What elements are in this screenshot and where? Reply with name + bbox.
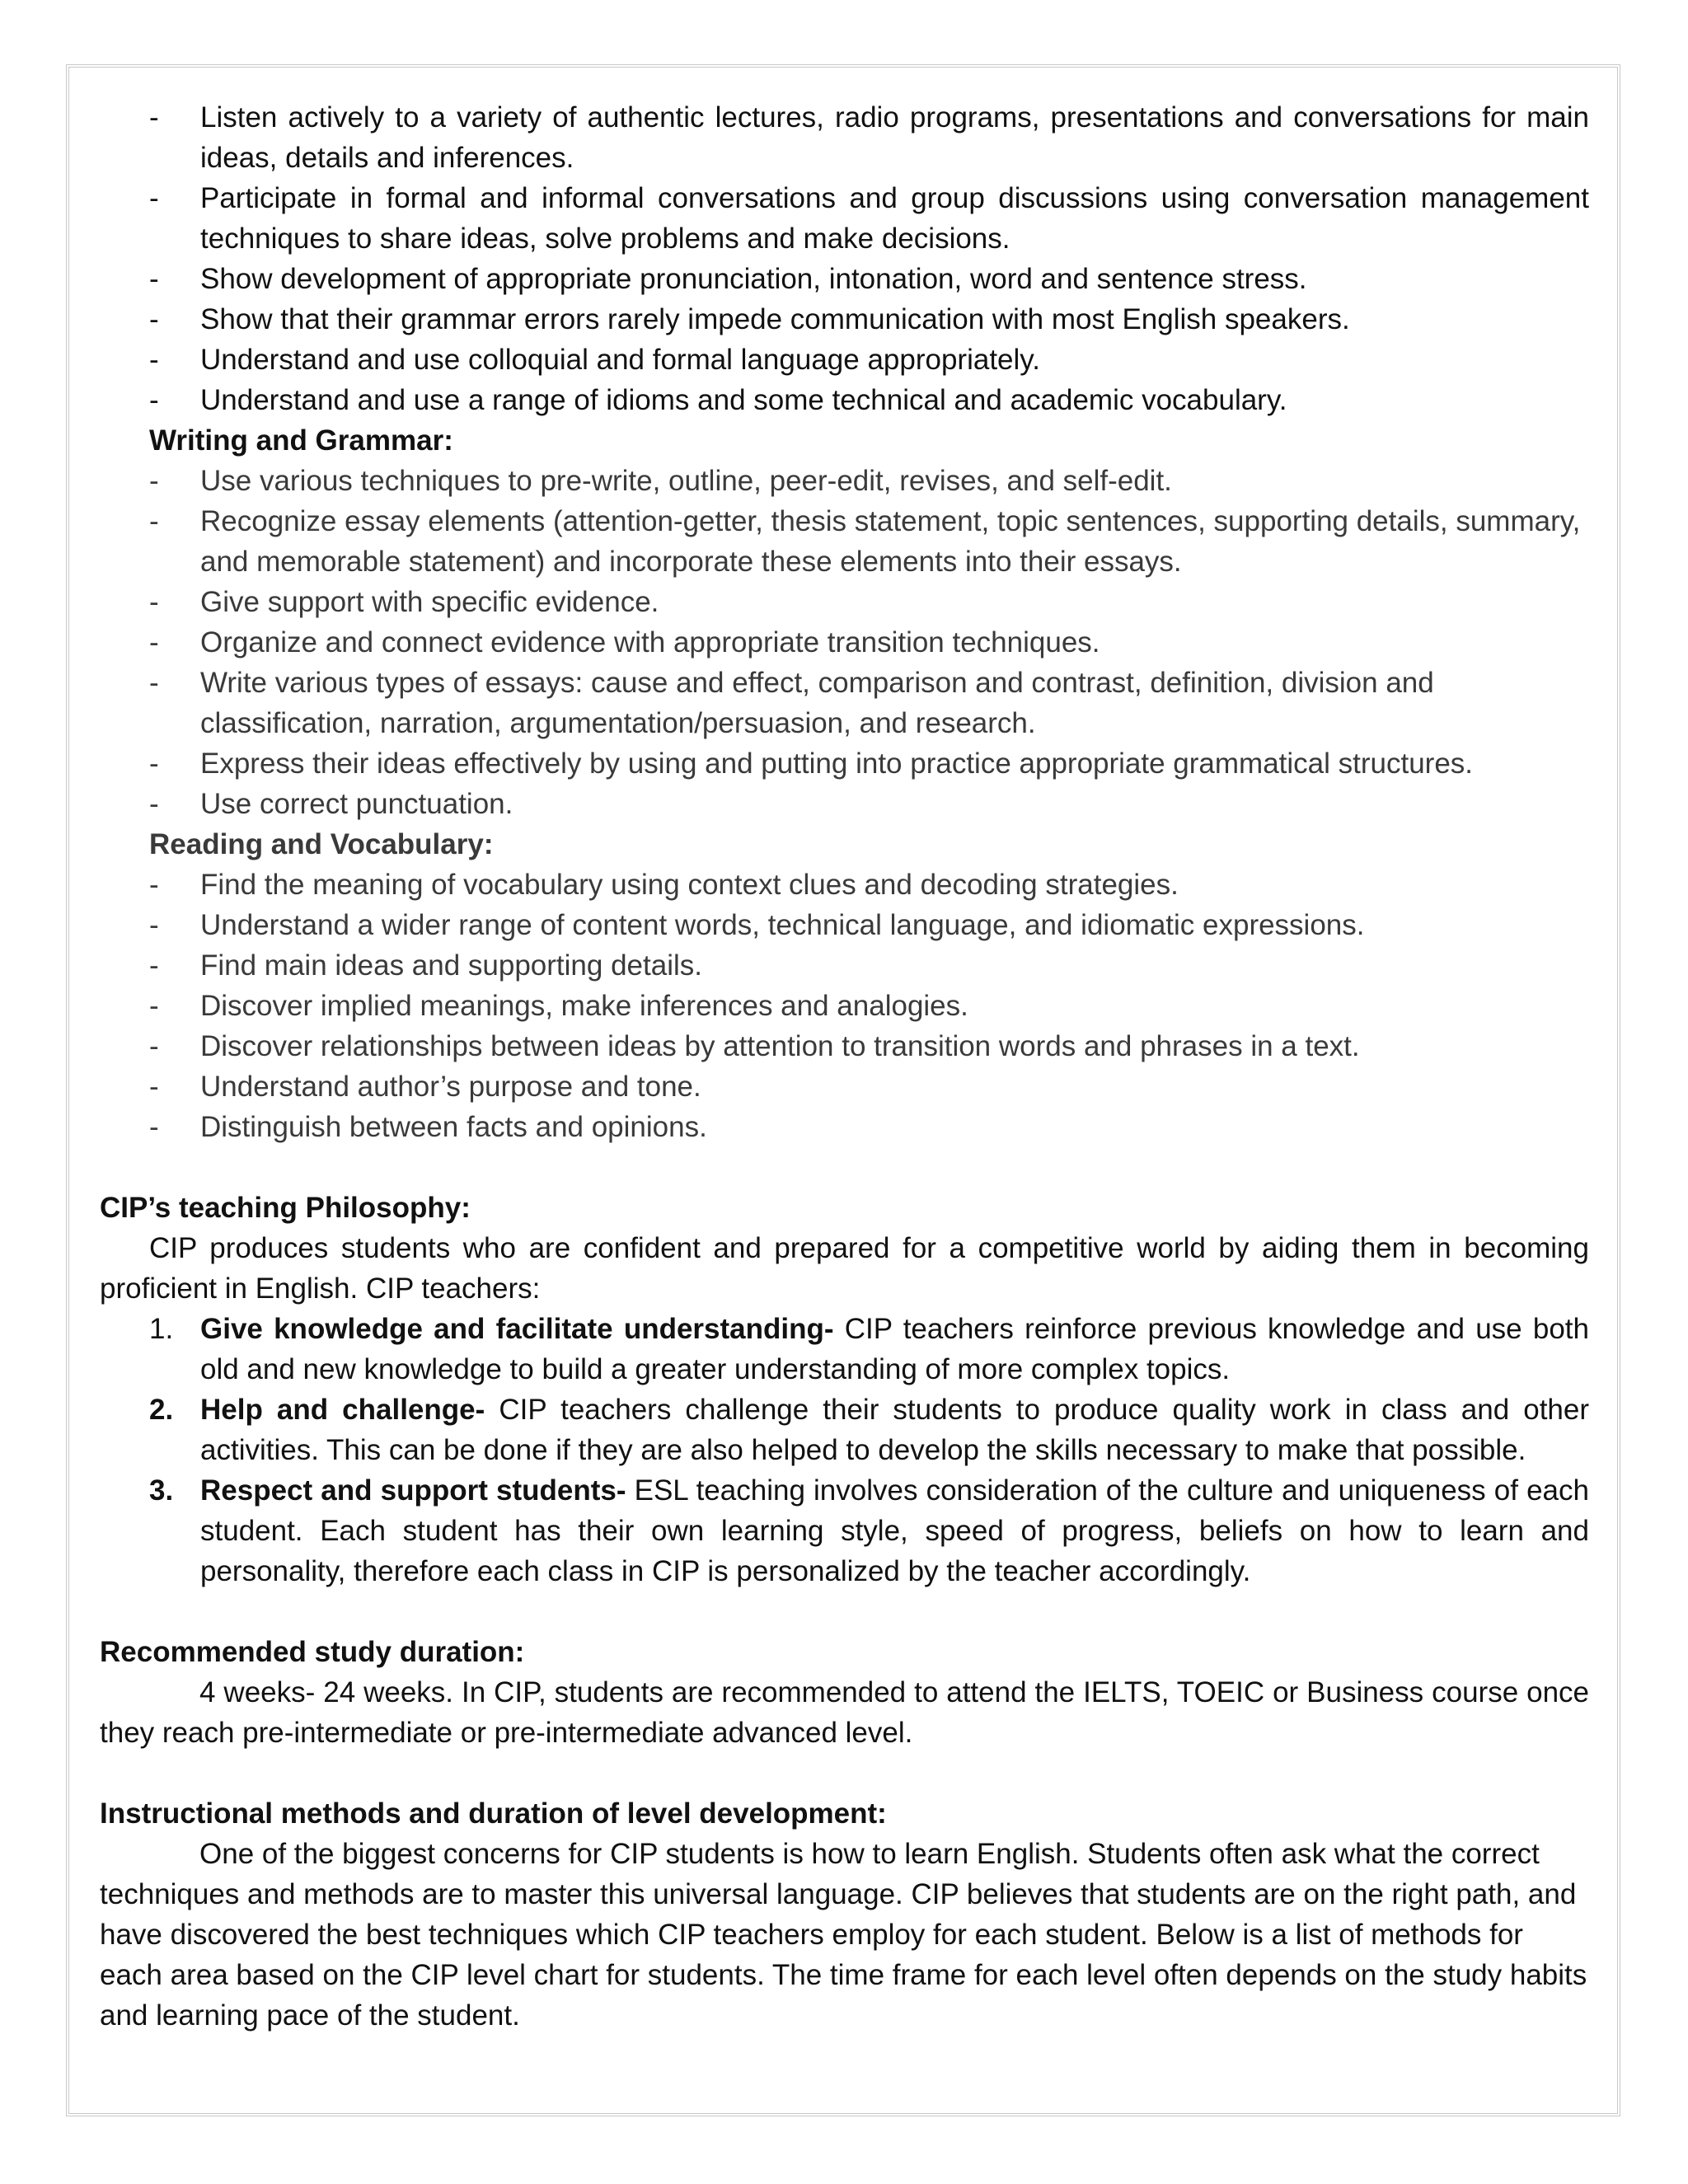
list-item: - Listen actively to a variety of authentic lectures, radio programs, presentations and conversations for main ideas, details and inferences. bbox=[149, 97, 1589, 178]
duration-text: 4 weeks- 24 weeks. In CIP, students are recommended to attend the IELTS, TOEIC or Business course once they reach pre-intermediate or pre-intermediate advanced level. bbox=[100, 1676, 1589, 1749]
bullet-dash: - bbox=[149, 909, 159, 941]
bullet-dash: - bbox=[149, 1030, 159, 1062]
spacer bbox=[100, 1753, 1589, 1793]
list-item: - Understand and use a range of idioms and some technical and academic vocabulary. bbox=[149, 380, 1589, 420]
reading-vocabulary-heading: Reading and Vocabulary: bbox=[149, 828, 494, 860]
item-number: 3. bbox=[149, 1474, 174, 1507]
numbered-item bbox=[149, 1390, 1589, 1470]
list-item: - Organize and connect evidence with appropriate transition techniques. bbox=[149, 622, 1589, 663]
bullet-dash: - bbox=[149, 303, 159, 335]
item-title: Give knowledge and facilitate understanding- bbox=[200, 1313, 834, 1345]
bullet-dash: - bbox=[149, 586, 159, 618]
reading-vocabulary-list bbox=[100, 865, 1589, 1147]
bullet-dash: - bbox=[149, 1111, 159, 1143]
list-item: - Discover relationships between ideas by attention to transition words and phrases in a text. bbox=[149, 1026, 1589, 1066]
bullet-dash: - bbox=[149, 344, 159, 376]
philosophy-list bbox=[100, 1309, 1589, 1591]
bullet-dash: - bbox=[149, 1071, 159, 1103]
list-item: - Write various types of essays: cause and effect, comparison and contrast, definition, division and classification, narration, argumentation/persuasion, and research. bbox=[149, 663, 1589, 743]
bullet-dash: - bbox=[149, 626, 159, 658]
methods-heading: Instructional methods and duration of level development: bbox=[100, 1797, 887, 1830]
bullet-dash: - bbox=[149, 748, 159, 780]
spacer bbox=[100, 1591, 1589, 1632]
item-number: 2. bbox=[149, 1394, 174, 1426]
list-item: - Give support with specific evidence. bbox=[149, 582, 1589, 622]
list-item: - Participate in formal and informal conversations and group discussions using conversation management techniques to share ideas, solve problems and make decisions. bbox=[149, 178, 1589, 259]
list-item: - Find main ideas and supporting details. bbox=[149, 945, 1589, 986]
list-item: - Understand a wider range of content words, technical language, and idiomatic expressions. bbox=[149, 905, 1589, 945]
item-text: ESL teaching involves consideration of the culture and uniqueness of each student. Each student has their own learning style, speed of progress, beliefs on how to learn and personality, therefore each class in CIP is personalized by the teacher accordingly. bbox=[200, 1474, 1589, 1587]
list-item: - Show development of appropriate pronunciation, intonation, word and sentence stress. bbox=[149, 259, 1589, 299]
item-number: 1. bbox=[149, 1313, 174, 1345]
bullet-dash: - bbox=[149, 182, 159, 214]
list-item: - Distinguish between facts and opinions. bbox=[149, 1107, 1589, 1147]
spacer bbox=[100, 1147, 1589, 1188]
bullet-dash: - bbox=[149, 869, 159, 901]
writing-grammar-heading: Writing and Grammar: bbox=[149, 424, 453, 457]
listening-speaking-list bbox=[100, 97, 1589, 420]
numbered-item bbox=[149, 1470, 1589, 1591]
list-item: - Show that their grammar errors rarely impede communication with most English speakers. bbox=[149, 299, 1589, 340]
list-item: - Find the meaning of vocabulary using context clues and decoding strategies. bbox=[149, 865, 1589, 905]
list-item: - Express their ideas effectively by using and putting into practice appropriate grammatical structures. bbox=[149, 743, 1589, 784]
philosophy-intro: CIP produces students who are confident and prepared for a competitive world by aiding them in becoming proficient in English. CIP teachers: bbox=[100, 1232, 1589, 1305]
bullet-dash: - bbox=[149, 101, 159, 134]
bullet-dash: - bbox=[149, 505, 159, 537]
bullet-dash: - bbox=[149, 990, 159, 1022]
list-item: - Use various techniques to pre-write, outline, peer-edit, revises, and self-edit. bbox=[149, 461, 1589, 501]
numbered-item bbox=[149, 1309, 1589, 1390]
duration-heading: Recommended study duration: bbox=[100, 1636, 525, 1668]
item-text: CIP teachers challenge their students to produce quality work in class and other activities. This can be done if they are also helped to develop the skills necessary to make that possible. bbox=[200, 1394, 1590, 1466]
writing-grammar-list bbox=[100, 461, 1589, 824]
bullet-dash: - bbox=[149, 263, 159, 295]
bullet-dash: - bbox=[149, 667, 159, 699]
item-text: CIP teachers reinforce previous knowledge and use both old and new knowledge to build a greater understanding of more complex topics. bbox=[200, 1313, 1589, 1385]
list-item: - Use correct punctuation. bbox=[149, 784, 1589, 824]
item-title: Respect and support students- bbox=[200, 1474, 626, 1507]
bullet-dash: - bbox=[149, 465, 159, 497]
bullet-dash: - bbox=[149, 384, 159, 416]
item-title: Help and challenge- bbox=[200, 1394, 485, 1426]
philosophy-heading: CIP’s teaching Philosophy: bbox=[100, 1192, 471, 1224]
methods-text: One of the biggest concerns for CIP students is how to learn English. Students often ask what the correct techniques and methods are to master this universal language. CIP believes that students are on the right path, and have discovered the best techniques which CIP teachers employ for each student. Below is a list of methods for each area based on the CIP level chart for students. The time frame for each level often depends on the study habits and learning pace of the student. bbox=[100, 1838, 1587, 2032]
list-item: - Understand author’s purpose and tone. bbox=[149, 1066, 1589, 1107]
list-item: - Recognize essay elements (attention-getter, thesis statement, topic sentences, supporting details, summary, and memorable statement) and incorporate these elements into their essays. bbox=[149, 501, 1589, 582]
document-body bbox=[100, 97, 1589, 2036]
list-item: - Understand and use colloquial and formal language appropriately. bbox=[149, 340, 1589, 380]
bullet-dash: - bbox=[149, 788, 159, 820]
bullet-dash: - bbox=[149, 949, 159, 982]
list-item: - Discover implied meanings, make inferences and analogies. bbox=[149, 986, 1589, 1026]
